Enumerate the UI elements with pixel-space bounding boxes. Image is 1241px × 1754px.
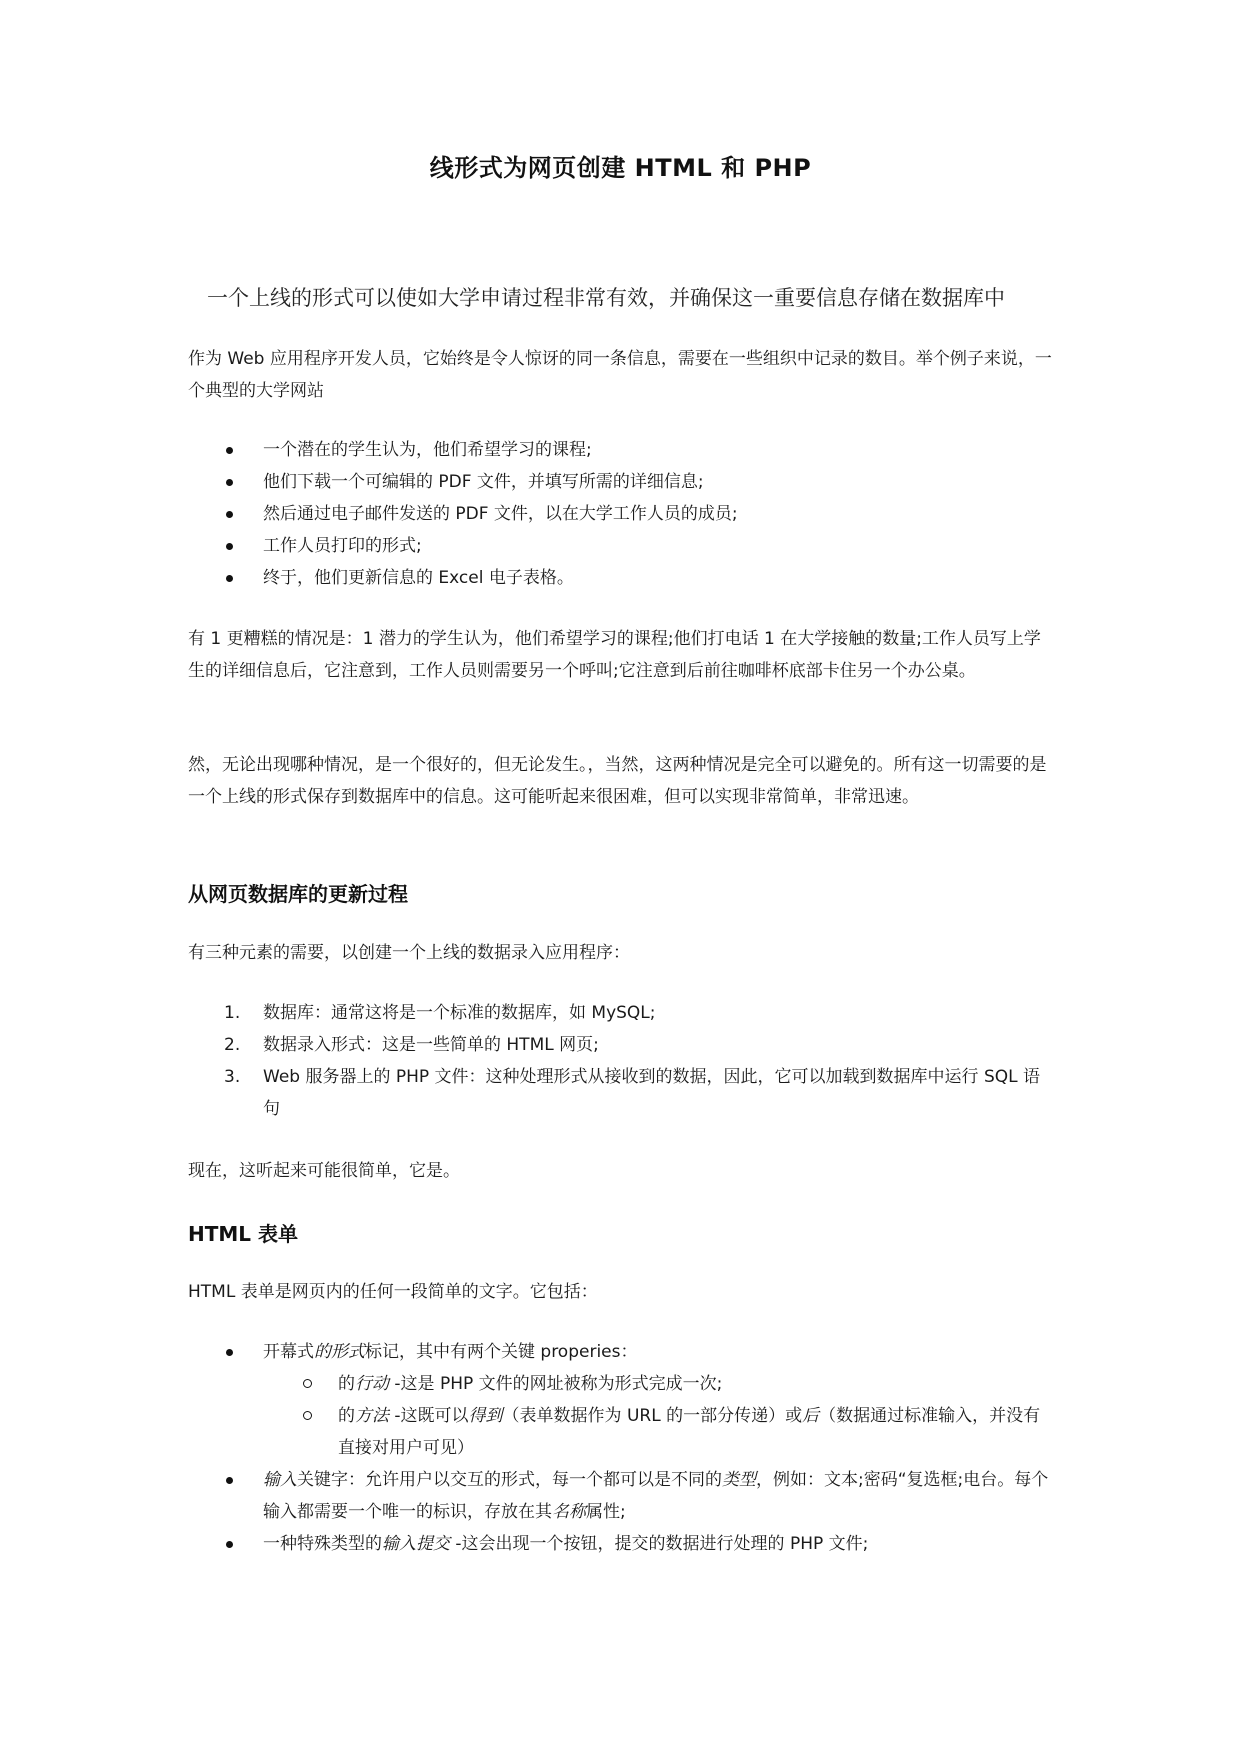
circle-bullet-icon <box>303 1379 312 1388</box>
list-item: 一种特殊类型的输入提交 -这会出现一个按钮，提交的数据进行处理的 PHP 文件; <box>188 1528 1056 1560</box>
bullet-icon <box>226 479 233 486</box>
page-title: 线形式为网页创建 HTML 和 PHP <box>429 154 812 182</box>
bullet-list-form-parts <box>188 1336 1056 1560</box>
bullet-icon <box>226 1477 233 1484</box>
numbered-list-elements <box>188 997 1056 1125</box>
paragraph-html-form-intro: HTML 表单是网页内的任何一段简单的文字。它包括： <box>188 1282 598 1302</box>
paragraph-worse-case: 有 1 更糟糕的情况是：1 潜力的学生认为，他们希望学习的课程;他们打电话 1 在大学接触的数量;工作人员写上学生的详细信息后，它注意到，工作人员则需要另一个呼叫;它注意到后前往咖啡杯底部卡住另一个办公桌。 <box>188 629 1041 681</box>
list-item: 工作人员打印的形式; <box>188 530 1056 562</box>
bullet-icon <box>226 511 233 518</box>
bullet-icon <box>226 575 233 582</box>
list-item: 他们下载一个可编辑的 PDF 文件，并填写所需的详细信息; <box>188 466 1056 498</box>
bullet-icon <box>226 543 233 550</box>
list-item: 然后通过电子邮件发送的 PDF 文件，以在大学工作人员的成员; <box>188 498 1056 530</box>
list-item: 3. Web 服务器上的 PHP 文件：这种处理形式从接收到的数据，因此，它可以加载到数据库中运行 SQL 语句 <box>224 1067 1041 1119</box>
list-item: 2. 数据录入形式：这是一些简单的 HTML 网页; <box>224 1035 599 1055</box>
list-item: 终于，他们更新信息的 Excel 电子表格。 <box>188 562 1056 594</box>
intro-paragraph: 作为 Web 应用程序开发人员，它始终是令人惊讶的同一条信息，需要在一些组织中记录的数目。举个例子来说，一个典型的大学网站 <box>188 349 1052 401</box>
bullet-icon <box>226 1349 233 1356</box>
sub-list-item: 的行动 -这是 PHP 文件的网址被称为形式完成一次; <box>263 1368 1056 1400</box>
bullet-list-process <box>188 434 1056 594</box>
circle-bullet-icon <box>303 1411 312 1420</box>
list-item: 1. 数据库：通常这将是一个标准的数据库，如 MySQL; <box>224 1003 656 1023</box>
list-item: 输入关键字：允许用户以交互的形式，每一个都可以是不同的类型，例如：文本;密码“复选框;电台。每个输入都需要一个唯一的标识，存放在其名称属性; <box>188 1464 1056 1528</box>
sub-list <box>263 1368 1056 1464</box>
sub-list-item: 的方法 -这既可以得到（表单数据作为 URL 的一部分传递）或后（数据通过标准输入，并没有直接对用户可见） <box>263 1400 1056 1464</box>
paragraph-sounds-simple: 现在，这听起来可能很简单，它是。 <box>188 1161 460 1181</box>
subtitle: 一个上线的形式可以使如大学申请过程非常有效，并确保这一重要信息存储在数据库中 <box>207 286 1005 310</box>
bullet-icon <box>226 447 233 454</box>
list-item: 一个潜在的学生认为，他们希望学习的课程; <box>188 434 1056 466</box>
list-item: 开幕式的形式标记，其中有两个关键 properies： 的行动 -这是 PHP 文件的网址被称为形式完成一次; 的方法 -这既可以得到（表单数据作为 URL 的一部分传递）或后（数据通过标准输入，并没有直接对用户可见） <box>188 1336 1056 1464</box>
section-heading-html-form: HTML 表单 <box>188 1222 298 1246</box>
paragraph-either-case: 然，无论出现哪种情况，是一个很好的，但无论发生。，当然，这两种情况是完全可以避免的。所有这一切需要的是一个上线的形式保存到数据库中的信息。这可能听起来很困难，但可以实现非常简单，非常迅速。 <box>188 755 1047 807</box>
bullet-icon <box>226 1541 233 1548</box>
paragraph-three-elements: 有三种元素的需要，以创建一个上线的数据录入应用程序： <box>188 943 630 963</box>
section-heading-update-process: 从网页数据库的更新过程 <box>188 882 408 906</box>
